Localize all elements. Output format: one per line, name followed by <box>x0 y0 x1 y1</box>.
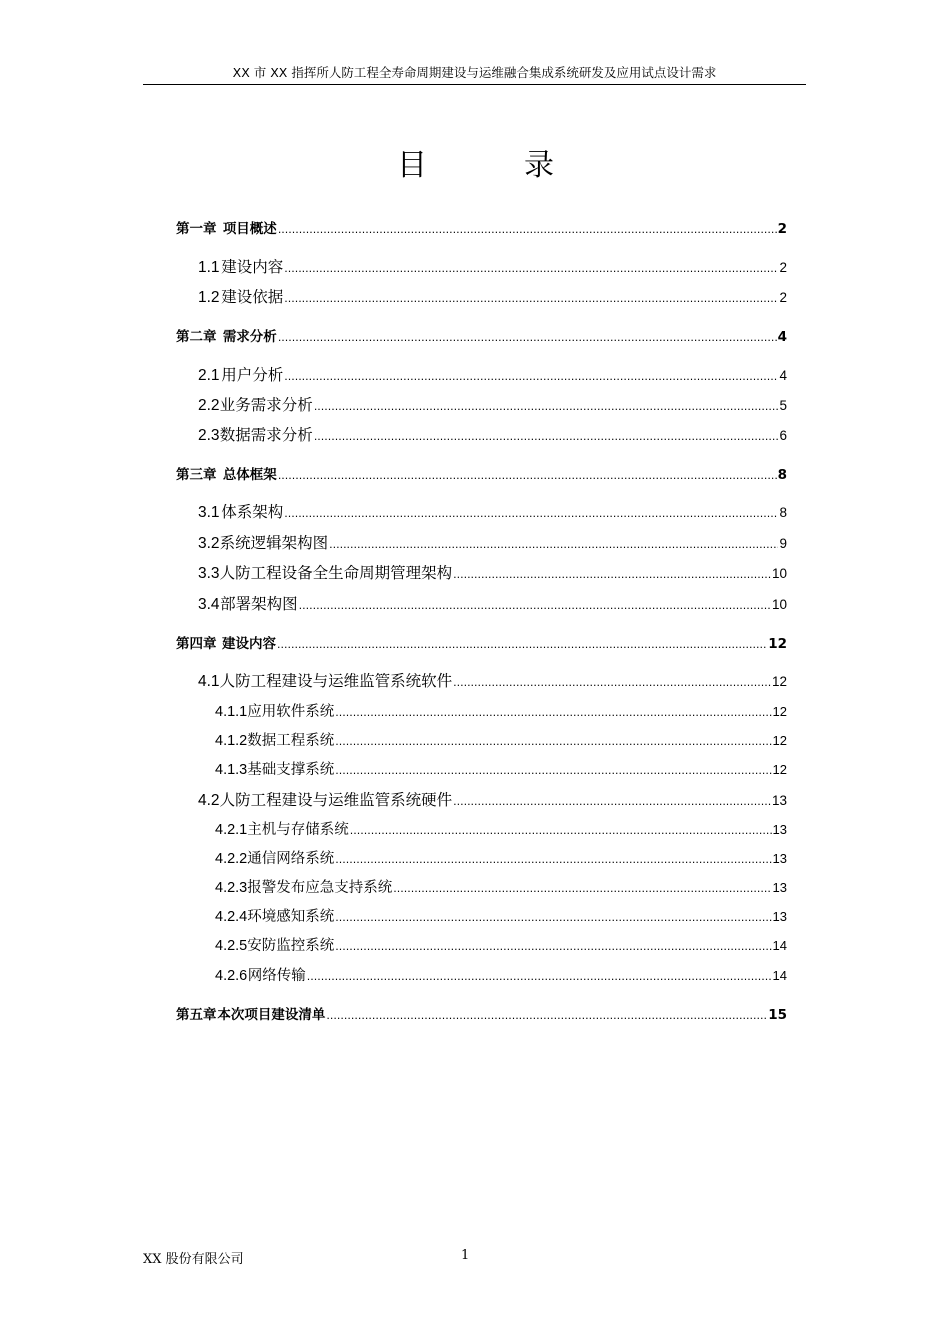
toc-entry-page: 9 <box>779 536 787 551</box>
toc-entry-label: 项目概述 <box>222 221 277 237</box>
toc-entry-label: 体系架构 <box>221 503 284 521</box>
toc-entry-label: 建设内容 <box>222 636 276 652</box>
dot-leader <box>299 599 771 612</box>
dot-leader <box>350 824 772 837</box>
toc-entry-number: 4.2.6 <box>215 968 248 984</box>
toc-entry-page: 8 <box>779 505 787 520</box>
toc-entry-section-1-1[interactable] <box>198 255 787 277</box>
toc-entry-page: 6 <box>779 428 787 443</box>
dot-leader <box>278 223 777 236</box>
toc-entry-subsection-4-2-3[interactable] <box>215 876 787 897</box>
dot-leader <box>329 538 778 551</box>
toc-entry-label: 基础支撑系统 <box>247 762 335 778</box>
toc-entry-section-2-3[interactable] <box>198 423 787 445</box>
dot-leader <box>335 940 771 953</box>
toc-entry-page: 5 <box>779 398 787 413</box>
dot-leader <box>335 853 771 866</box>
toc-entry-label: 人防工程建设与运维监管系统硬件 <box>219 791 453 809</box>
toc-entry-page: 12 <box>772 704 787 719</box>
toc-entry-chapter-3[interactable] <box>176 463 787 483</box>
toc-entry-number: 3.2 <box>198 535 220 552</box>
toc-entry-subsection-4-1-1[interactable] <box>215 700 787 721</box>
toc-entry-page: 14 <box>772 968 787 983</box>
toc-entry-number: 第三章 <box>176 467 217 483</box>
toc-entry-number: 1.1 <box>198 259 220 276</box>
toc-entry-subsection-4-2-4[interactable] <box>215 905 787 926</box>
toc-entry-number: 3.3 <box>198 565 220 582</box>
toc-entry-page: 2 <box>779 260 787 275</box>
toc-entry-label: 需求分析 <box>222 329 277 345</box>
footer-company: XX 股份有限公司 <box>143 1252 244 1267</box>
toc-entry-label: 主机与存储系统 <box>247 822 349 838</box>
toc-entry-section-3-4[interactable] <box>198 592 787 614</box>
toc-entry-label: 安防监控系统 <box>247 938 335 954</box>
toc-entry-page: 2 <box>779 290 787 305</box>
toc-title-char-2: 录 <box>524 148 554 183</box>
dot-leader <box>314 400 779 413</box>
toc-entry-page: 13 <box>771 793 787 808</box>
toc-entry-label: 建设依据 <box>221 288 284 306</box>
toc-entry-number: 4.2.4 <box>215 909 248 925</box>
toc-entry-page: 12 <box>772 733 787 748</box>
dot-leader <box>314 430 779 443</box>
footer-page-number: 1 <box>461 1248 470 1263</box>
toc-entry-label: 环境感知系统 <box>247 909 335 925</box>
toc-entry-number: 4.1 <box>198 673 220 690</box>
toc-entry-section-3-3[interactable] <box>198 561 787 583</box>
toc-entry-label: 用户分析 <box>221 366 284 384</box>
toc-entry-page: 4 <box>777 329 787 345</box>
toc-entry-label: 人防工程建设与运维监管系统软件 <box>219 672 453 690</box>
dot-leader <box>335 735 771 748</box>
toc-entry-page: 8 <box>777 467 787 483</box>
toc-entry-number: 第一章 <box>176 221 217 237</box>
toc-entry-subsection-4-2-5[interactable] <box>215 934 787 955</box>
toc-entry-number: 第五章 <box>176 1007 217 1023</box>
toc-entry-subsection-4-1-2[interactable] <box>215 729 787 750</box>
toc-entry-page: 13 <box>772 909 787 924</box>
dot-leader <box>284 292 778 305</box>
toc-entry-page: 13 <box>772 880 787 895</box>
dot-leader <box>335 911 771 924</box>
toc-entry-label: 报警发布应急支持系统 <box>247 880 393 896</box>
toc-entry-section-4-1[interactable] <box>198 669 787 691</box>
toc-entry-label: 网络传输 <box>247 968 306 984</box>
toc-entry-page: 12 <box>771 674 787 689</box>
toc-entry-label: 部署架构图 <box>220 595 298 613</box>
dot-leader <box>277 638 767 651</box>
toc-entry-page: 14 <box>772 938 787 953</box>
toc-entry-number: 1.2 <box>198 289 220 306</box>
toc-entry-label: 系统逻辑架构图 <box>219 534 329 552</box>
dot-leader <box>284 370 778 383</box>
toc-entry-subsection-4-2-2[interactable] <box>215 847 787 868</box>
dot-leader <box>278 469 777 482</box>
dot-leader <box>326 1009 767 1022</box>
toc-entry-section-3-1[interactable] <box>198 500 787 522</box>
toc-entry-number: 3.4 <box>198 596 220 613</box>
toc-entry-label: 建设内容 <box>221 258 284 276</box>
toc-entry-label: 本次项目建设清单 <box>217 1007 326 1023</box>
toc-entry-subsection-4-2-6[interactable] <box>215 964 787 985</box>
toc-entry-label: 数据需求分析 <box>219 426 313 444</box>
running-header: XX 市 XX 指挥所人防工程全寿命周期建设与运维融合集成系统研发及应用试点设计需求 <box>143 64 806 85</box>
toc-entry-page: 13 <box>772 851 787 866</box>
dot-leader <box>284 262 778 275</box>
dot-leader <box>453 568 771 581</box>
toc-entry-label: 总体框架 <box>222 467 277 483</box>
toc-entry-section-1-2[interactable] <box>198 285 787 307</box>
dot-leader <box>284 507 778 520</box>
toc-entry-page: 12 <box>772 762 787 777</box>
toc-entry-chapter-1[interactable] <box>176 217 787 237</box>
toc-entry-chapter-2[interactable] <box>176 325 787 345</box>
toc-entry-page: 15 <box>768 1007 787 1023</box>
toc-entry-page: 4 <box>779 368 787 383</box>
toc-entry-number: 4.2 <box>198 792 220 809</box>
toc-entry-label: 通信网络系统 <box>247 851 335 867</box>
toc-entry-number: 4.1.2 <box>215 733 248 749</box>
toc-entry-section-2-1[interactable] <box>198 363 787 385</box>
toc-entry-number: 4.2.1 <box>215 822 248 838</box>
toc-entry-label: 应用软件系统 <box>247 704 335 720</box>
toc-entry-number: 2.2 <box>198 397 220 414</box>
toc-title-char-1: 目 <box>397 148 427 183</box>
dot-leader <box>335 706 771 719</box>
toc-entry-subsection-4-2-1[interactable] <box>215 818 787 839</box>
toc-entry-number: 第四章 <box>176 636 217 652</box>
toc-entry-chapter-4[interactable] <box>176 632 787 652</box>
toc-entry-section-3-2[interactable] <box>198 531 787 553</box>
dot-leader <box>453 795 771 808</box>
toc-entry-number: 2.1 <box>198 367 220 384</box>
toc-entry-number: 4.2.2 <box>215 851 248 867</box>
toc-entry-page: 13 <box>772 822 787 837</box>
toc-entry-page: 10 <box>771 597 787 612</box>
toc-entry-number: 3.1 <box>198 504 220 521</box>
toc-entry-label: 数据工程系统 <box>247 733 335 749</box>
toc-entry-page: 12 <box>768 636 787 652</box>
dot-leader <box>278 331 777 344</box>
dot-leader <box>335 764 771 777</box>
toc-entry-number: 第二章 <box>176 329 217 345</box>
toc-entry-page: 2 <box>777 221 787 237</box>
toc-entry-label: 人防工程设备全生命周期管理架构 <box>219 564 453 582</box>
dot-leader <box>453 676 771 689</box>
toc-entry-section-2-2[interactable] <box>198 393 787 415</box>
toc-entry-number: 4.1.3 <box>215 762 248 778</box>
toc-entry-number: 4.2.5 <box>215 938 248 954</box>
toc-entry-chapter-5[interactable] <box>176 1003 787 1023</box>
toc-entry-section-4-2[interactable] <box>198 788 787 810</box>
toc-entry-number: 4.2.3 <box>215 880 248 896</box>
dot-leader <box>393 882 771 895</box>
toc-entry-number: 4.1.1 <box>215 704 248 720</box>
dot-leader <box>307 970 772 983</box>
toc-entry-subsection-4-1-3[interactable] <box>215 758 787 779</box>
toc-entry-label: 业务需求分析 <box>219 396 313 414</box>
toc-entry-page: 10 <box>771 566 787 581</box>
toc-entry-number: 2.3 <box>198 427 220 444</box>
